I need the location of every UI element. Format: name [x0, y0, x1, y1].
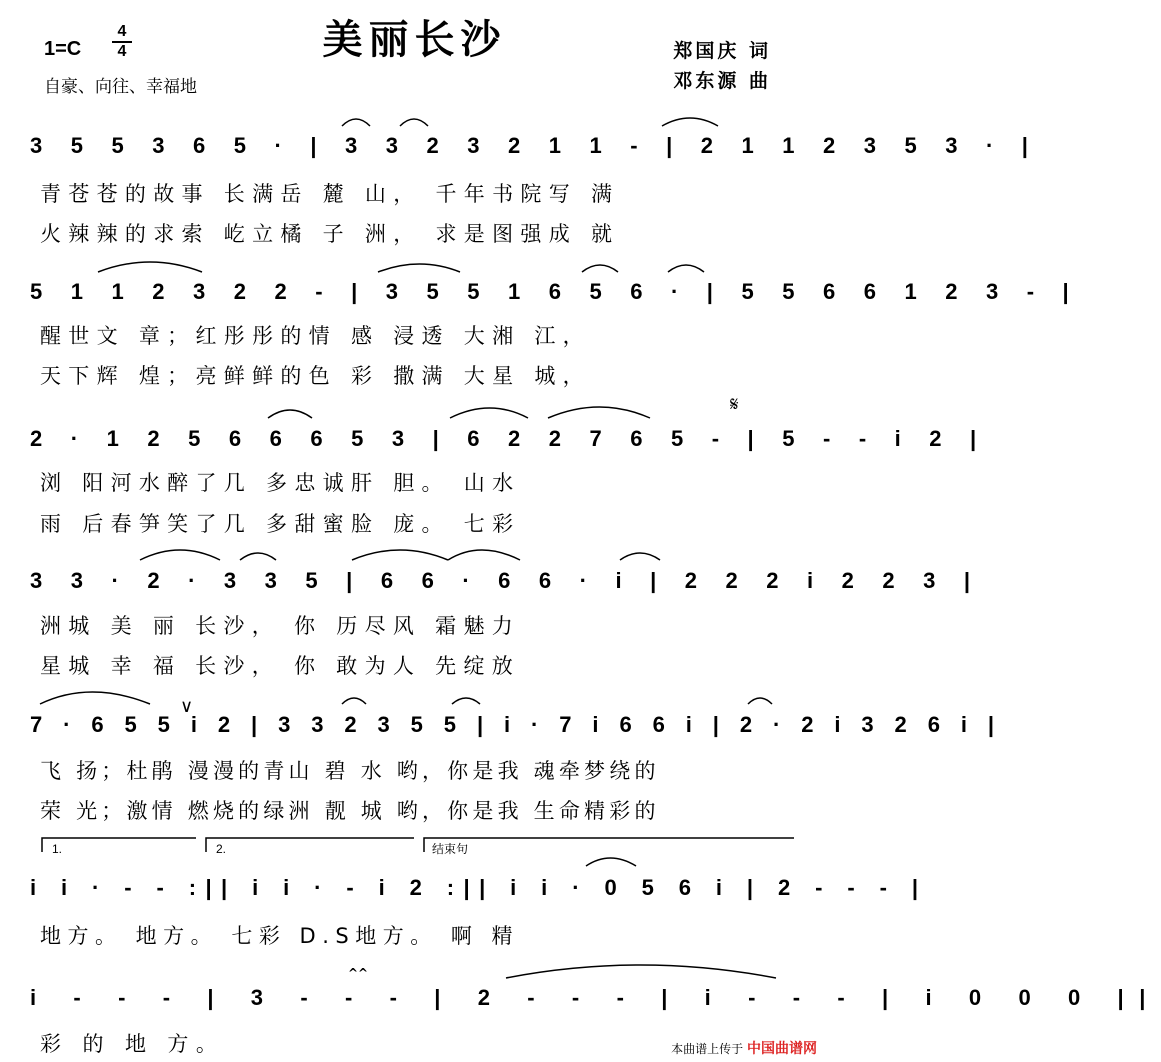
notation-row-2: 5 1 1 2 3 2 2 - | 3 5 5 1 6 5 6 · | 5 5 6 6 1 2 3 - |: [30, 279, 1080, 304]
time-bottom: 4: [117, 43, 127, 60]
notation-row-1: 3 5 5 3 6 5 · | 3 3 2 3 2 1 1 - | 2 1 1 2 3 5 3 · |: [30, 133, 1040, 158]
lyrics-row-2-verse-2: 天下辉 煌；亮鲜鲜的色 彩 撒满 大星 城，: [40, 364, 591, 388]
volta-1-label: 1.: [52, 842, 63, 856]
lyrics-row-5-verse-2: 荣 光；激情 燃烧的绿洲 靓 城 哟，你是我 生命精彩的: [40, 799, 660, 823]
song-title: 美丽长沙: [322, 16, 507, 63]
lyrics-row-5-verse-1: 飞 扬；杜鹃 漫漫的青山 碧 水 哟，你是我 魂牵梦绕的: [40, 759, 660, 783]
breath-mark: ∨: [180, 696, 194, 717]
lyricist-credit: 郑国庆 词: [673, 40, 771, 62]
lyrics-row-3-verse-2: 雨 后春笋笑了几 多甜蜜脸 庞。 七彩: [40, 512, 521, 536]
site-logo: 中国曲谱网: [747, 1041, 817, 1057]
mood-marking: 自豪、向往、幸福地: [44, 77, 197, 97]
segno-sign: 𝄋: [730, 392, 739, 416]
notation-row-3: 2 · 1 2 5 6 6 6 5 3 | 6 2 2 7 6 5 - | 5 - - i 2 |: [30, 426, 988, 451]
lyrics-row-3-verse-1: 浏 阳河水醉了几 多忠诚肝 胆。 山水: [40, 471, 521, 495]
time-top: 4: [117, 23, 127, 40]
lyrics-row-1-verse-2: 火辣辣的求索 屹立橘 子 洲， 求是图强成 就: [40, 222, 620, 246]
notation-row-4: 3 3 · 2 · 3 3 5 | 6 6 · 6 6 · i | 2 2 2 i 2 2 3 |: [30, 568, 982, 593]
notation-row-5: 7 · 6 5 5 i 2 | 3 3 2 3 5 5 | i · 7 i 6 6 i | 2 · 2 i 3 2 6 i |: [30, 712, 1002, 737]
footer-watermark: [671, 1038, 817, 1058]
coda-label: 结束句: [432, 842, 469, 856]
composer-credit: 邓东源 曲: [673, 70, 771, 92]
lyrics-row-2-verse-1: 醒世文 章；红彤彤的情 感 浸透 大湘 江，: [40, 324, 591, 348]
key-signature: 1=C: [44, 38, 82, 60]
lyrics-row-7: 彩 的 地 方。: [40, 1032, 225, 1056]
accent-mark: ^^: [348, 966, 369, 980]
lyrics-row-4-verse-1: 洲城 美 丽 长沙， 你 历尽风 霜魅力: [40, 614, 521, 638]
volta-2-label: 2.: [216, 842, 227, 856]
lyrics-row-1-verse-1: 青苍苍的故事 长满岳 麓 山， 千年书院写 满: [40, 182, 620, 206]
notation-row-6: i i · - - :|| i i · - i 2 :|| i i · 0 5 6 i | 2 - - - |: [30, 875, 928, 900]
footer-upload-text: 本曲谱上传于: [671, 1042, 744, 1056]
lyrics-row-4-verse-2: 星城 幸 福 长沙， 你 敢为人 先绽放: [40, 654, 521, 678]
lyrics-row-6: 地方。 地方。 七彩 D.S地方。 啊 精: [40, 924, 520, 948]
notation-row-7: i - - - | 3 - - - | 2 - - - | i - - - | i 0 0 0 ||: [30, 985, 1161, 1010]
